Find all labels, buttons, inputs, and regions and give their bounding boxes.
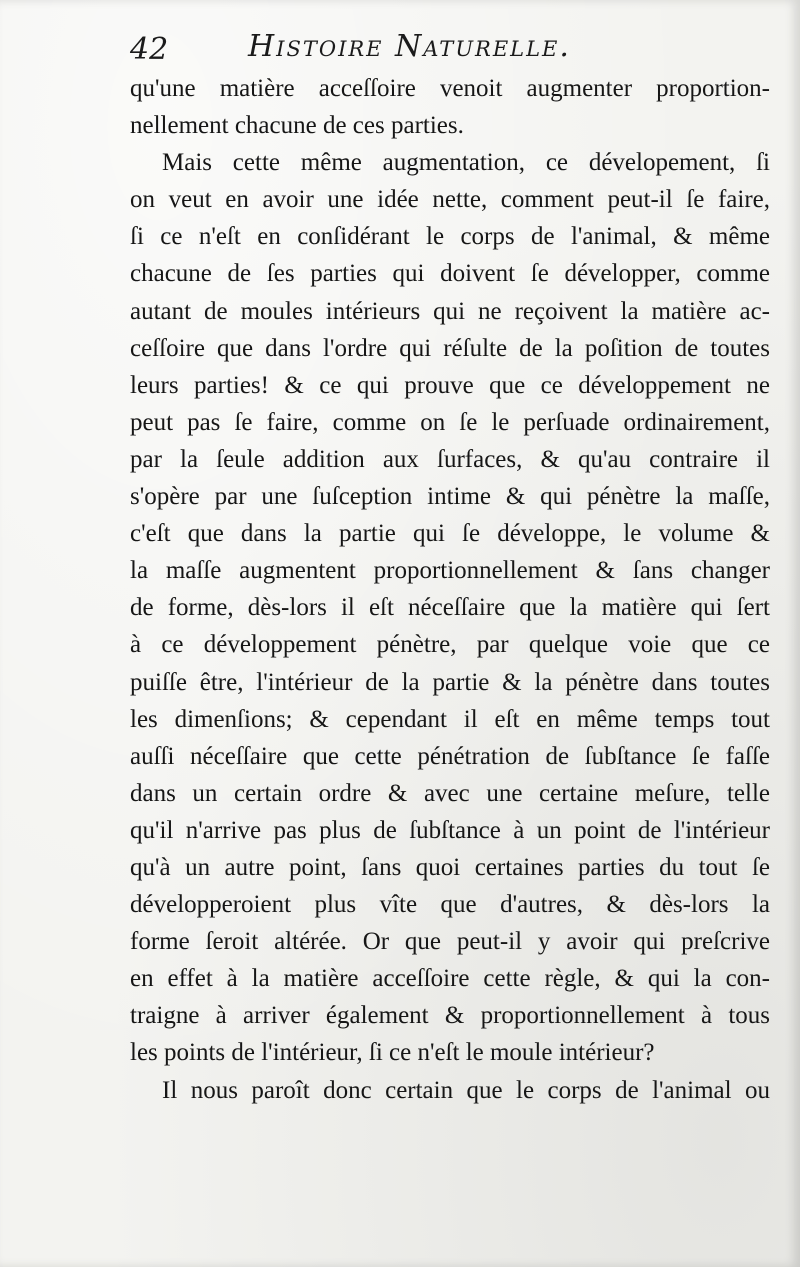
text-line: Il nous paroît donc certain que le corps de l'animal ou — [162, 1076, 770, 1104]
text-line: la maſſe augmentent proportionnellement & ſans changer — [130, 557, 770, 585]
text-line: peut pas ſe faire, comme on ſe le perſuade ordinairement, — [130, 408, 770, 436]
text-line: ceſſoire que dans l'ordre qui réſulte de la poſition de toutes — [130, 334, 770, 362]
text-line: s'opère par une ſuſception intime & qui pénètre la maſſe, — [130, 483, 770, 511]
text-line: forme ſeroit altérée. Or que peut-il y avoir qui preſcrive — [130, 928, 770, 956]
text-line: en effet à la matière acceſſoire cette règle, & qui la con- — [130, 965, 770, 993]
text-line: de forme, dès-lors il eſt néceſſaire que la matière qui ſert — [130, 594, 770, 622]
text-line: traigne à arriver également & proportionnellement à tous — [130, 1002, 770, 1030]
text-line: qu'il n'arrive pas plus de ſubſtance à un point de l'intérieur — [130, 816, 770, 844]
text-line: on veut en avoir une idée nette, comment peut-il ſe faire, — [130, 186, 770, 214]
body-text — [130, 70, 770, 1109]
page-number: 42 — [130, 32, 169, 67]
text-line: ſi ce n'eſt en conſidérant le corps de l'animal, & même — [130, 223, 770, 251]
text-line: qu'à un autre point, ſans quoi certaines parties du tout ſe — [130, 853, 770, 881]
text-line: chacune de ſes parties qui doivent ſe développer, comme — [130, 260, 770, 288]
text-line: les points de l'intérieur, ſi ce n'eſt le moule intérieur? — [130, 1039, 655, 1067]
text-line: développeroient plus vîte que d'autres, & dès-lors la — [130, 891, 770, 919]
text-line: qu'une matière acceſſoire venoit augmenter proportion- — [130, 75, 770, 102]
page-header — [130, 26, 770, 66]
text-line: Mais cette même augmentation, ce dévelopement, ſi — [162, 149, 770, 177]
text-line: c'eſt que dans la partie qui ſe développe, le volume & — [130, 520, 770, 548]
text-line: les dimenſions; & cependant il eſt en même temps tout — [130, 705, 770, 733]
text-line: leurs parties! & ce qui prouve que ce développement ne — [130, 371, 770, 399]
text-line: autant de moules intérieurs qui ne reçoivent la matière ac- — [130, 297, 770, 325]
text-line: dans un certain ordre & avec une certaine meſure, telle — [130, 779, 770, 807]
text-line: par la ſeule addition aux ſurfaces, & qu'au contraire il — [130, 445, 770, 473]
text-line: puiſſe être, l'intérieur de la partie & la pénètre dans toutes — [130, 668, 770, 696]
text-line: nellement chacune de ces parties. — [130, 112, 464, 140]
text-line: auſſi néceſſaire que cette pénétration de ſubſtance ſe faſſe — [130, 742, 770, 770]
running-title: Histoire Naturelle. — [248, 29, 571, 64]
text-line: à ce développement pénètre, par quelque voie que ce — [130, 631, 770, 659]
